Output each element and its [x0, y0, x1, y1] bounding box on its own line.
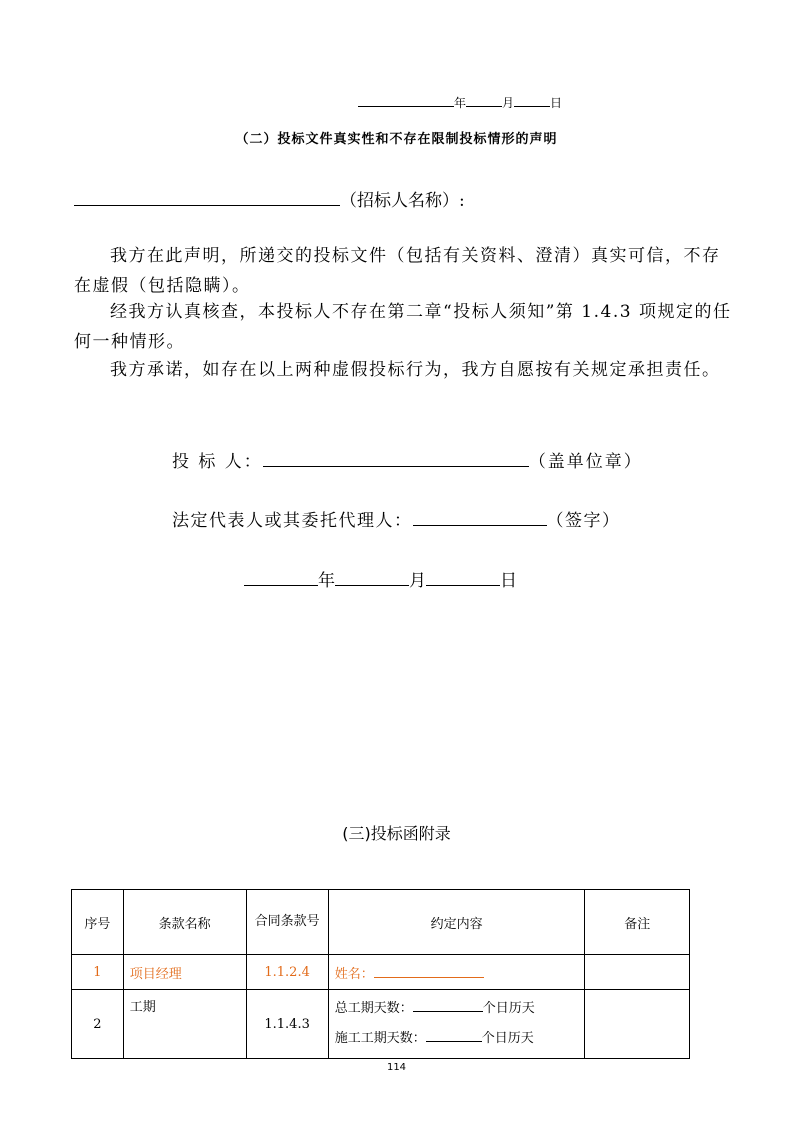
appendix-table [71, 889, 690, 1059]
pm-name-blank[interactable] [374, 964, 484, 978]
row1-name: 项目经理 [123, 955, 246, 990]
declaration-paragraph-3: 我方承诺，如存在以上两种虚假投标行为，我方自愿按有关规定承担责任。 [110, 360, 721, 380]
signature-date-line [244, 566, 517, 591]
row2-clause: 1.1.4.3 [246, 990, 328, 1059]
recipient-suffix: （招标人名称）: [340, 191, 465, 211]
year-blank[interactable] [358, 94, 454, 107]
representative-line [172, 506, 621, 531]
sign-month-blank[interactable] [335, 568, 409, 586]
sign-year-blank[interactable] [244, 568, 318, 586]
year-label: 年 [454, 96, 467, 110]
table-header-row [72, 890, 690, 955]
day-label: 日 [550, 96, 563, 110]
row2-name: 工期 [123, 990, 246, 1059]
total-days-unit: 个日历天 [482, 1001, 535, 1016]
recipient-name-blank[interactable] [74, 188, 340, 206]
header-content: 约定内容 [328, 890, 585, 955]
header-clause: 合同条款号 [246, 890, 328, 955]
construction-days-blank[interactable] [426, 1028, 482, 1042]
construction-days-unit: 个日历天 [481, 1031, 534, 1046]
sign-year-label: 年 [318, 571, 335, 591]
row2-no: 2 [72, 990, 124, 1059]
row2-content [328, 990, 585, 1059]
sign-day-label: 日 [500, 571, 517, 591]
header-no: 序号 [72, 890, 124, 955]
month-blank[interactable] [466, 94, 502, 107]
table-row [72, 990, 690, 1059]
total-days-label: 总工期天数： [334, 1001, 413, 1016]
construction-days-label: 施工工期天数： [334, 1031, 426, 1046]
pm-name-label: 姓名： [334, 966, 374, 982]
total-days-blank[interactable] [413, 998, 483, 1012]
section3-title: (三)投标函附录 [342, 824, 451, 843]
section2-title: （二）投标文件真实性和不存在限制投标情形的声明 [235, 132, 558, 147]
row1-clause: 1.1.2.4 [246, 955, 328, 990]
representative-label: 法定代表人或其委托代理人： [172, 511, 413, 531]
sign-day-blank[interactable] [426, 568, 500, 586]
sign-month-label: 月 [409, 571, 426, 591]
declaration-paragraph-2: 经我方认真核查，本投标人不存在第二章“投标人须知”第 1.4.3 项规定的任何一种情形。 [74, 302, 732, 352]
top-date-line [358, 94, 562, 111]
header-name: 条款名称 [123, 890, 246, 955]
month-label: 月 [502, 96, 515, 110]
bidder-blank[interactable] [263, 449, 529, 467]
row1-content [328, 955, 585, 990]
bidder-suffix: （盖单位章） [528, 452, 643, 472]
representative-blank[interactable] [413, 508, 547, 526]
bidder-line [172, 447, 643, 472]
bidder-label: 投 标 人： [172, 452, 263, 472]
declaration-paragraph-1: 我方在此声明，所递交的投标文件（包括有关资料、澄清）真实可信，不存在虚假（包括隐瞒）。 [74, 246, 721, 296]
table-row [72, 955, 690, 990]
header-note: 备注 [585, 890, 690, 955]
page-number: 114 [386, 1062, 407, 1073]
row1-no: 1 [72, 955, 124, 990]
row2-note [585, 990, 690, 1059]
representative-suffix: （签字） [546, 511, 621, 531]
recipient-line [74, 186, 465, 211]
row1-note [585, 955, 690, 990]
day-blank[interactable] [514, 94, 550, 107]
